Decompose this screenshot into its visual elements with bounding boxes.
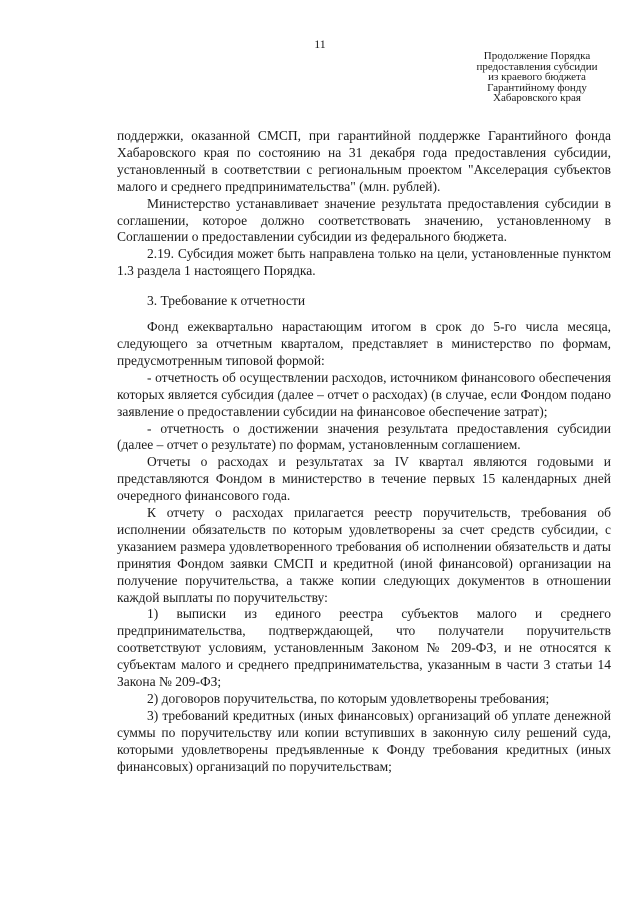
- header-note-line: Продолжение Порядка: [483, 50, 591, 62]
- header-note: [462, 51, 612, 104]
- list-item: 3) требований кредитных (иных финансовых) организаций об уплате денежной суммы по поручительству или копии вступивших в законную силу решений суда, которыми удовлетворены предъявленные к Фонду требования кредитных (иных финансовых) организаций по поручительствам;: [117, 707, 611, 774]
- paragraph: К отчету о расходах прилагается реестр поручительств, требования об исполнении обязательств по которым удовлетворены за счет средств субсидии, с указанием размера удовлетворенного требования об исполнении обязательств и даты принятия Фондом заявки СМСП и кредитной (иной финансовой) организации на получение поручительства, а также копии следующих документов в отношении каждой выплаты по поручительству:: [117, 505, 611, 605]
- body-text: [117, 128, 611, 776]
- paragraph: Отчеты о расходах и результатах за IV квартал являются годовыми и представляются Фондом в министерство в течение первых 15 календарных дней очередного финансового года.: [117, 454, 611, 504]
- header-note-line: предоставления субсидии: [476, 60, 598, 73]
- list-item: - отчетность об осуществлении расходов, источником финансового обеспечения которых является субсидия (далее – отчет о расходах) (в случае, если Фондом подано заявление о предоставлении субсидии на финансовое обеспечение затрат);: [117, 369, 611, 419]
- header-note-line: из краевого бюджета: [488, 71, 586, 84]
- paragraph: 2.19. Субсидия может быть направлена только на цели, установленные пунктом 1.3 раздела 1 настоящего Порядка.: [117, 246, 611, 279]
- section-heading: 3. Требование к отчетности: [147, 293, 306, 309]
- page-number: 11: [314, 37, 326, 51]
- paragraph: Фонд ежеквартально нарастающим итогом в срок до 5-го числа месяца, следующего за отчетным кварталом, представляет в министерство по формам, предусмотренным типовой формой:: [117, 319, 611, 368]
- header-note-line: Хабаровского края: [493, 92, 581, 105]
- paragraph: Министерство устанавливает значение результата предоставления субсидии в соглашении, которое должно соответствовать значению, установленному в Соглашении о предоставлении субсидии из федерального бюджета.: [117, 195, 611, 245]
- list-item: 2) договоров поручительства, по которым удовлетворены требования;: [147, 691, 550, 706]
- list-item: 1) выписки из единого реестра субъектов малого и среднего предпринимательства, подтверждающей, что получатели поручительств соответствуют условиям, установленным Законом № 209-ФЗ, и не относятся к субъектам малого и среднего предпринимательства, указанным в части 3 статьи 14 Закона № 209-ФЗ;: [117, 606, 611, 690]
- list-item: - отчетность о достижении значения результата предоставления субсидии (далее – отчет о результате) по формам, установленным соглашением.: [117, 420, 611, 453]
- header-note-line: Гарантийному фонду: [487, 81, 587, 94]
- paragraph: поддержки, оказанной СМСП, при гарантийной поддержке Гарантийного фонда Хабаровского края по состоянию на 31 декабря года предоставления субсидии, установленный в соответствии с региональным проектом "Акселерация субъектов малого и среднего предпринимательства" (млн. рублей).: [117, 128, 611, 194]
